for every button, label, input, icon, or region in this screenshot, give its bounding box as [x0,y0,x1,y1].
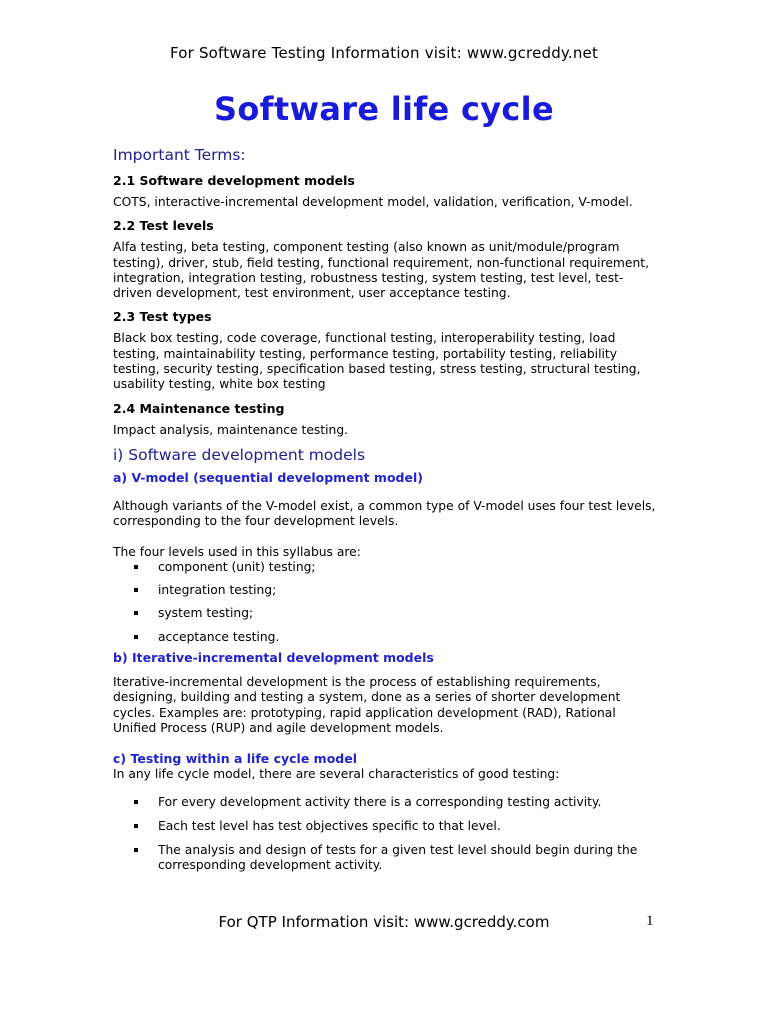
page-content [113,146,661,874]
v-model-heading: a) V-model (sequential development model) [113,469,423,485]
v-model-line-2: corresponding to the four development levels. [113,514,399,529]
list-item [113,843,661,874]
section-2-4-text: Impact analysis, maintenance testing. [113,422,349,437]
list-item-text: acceptance testing. [158,629,280,644]
bullet-icon [134,848,138,852]
bullet-icon [134,635,138,639]
bullet-icon [134,824,138,828]
testing-lifecycle-heading: c) Testing within a life cycle model [113,751,357,767]
list-item [113,560,661,575]
page-title: Software life cycle [214,90,554,128]
v-model-line-1: Although variants of the V-model exist, a common type of V-model uses four test levels, [113,498,656,513]
section-2-3-text: Black box testing, code coverage, functional testing, interoperability testing, load testing, maintainability testing, performance testing, portability testing, reliability testing, security testing, specification based testing, stress testing, structural testing, usability testing, white box testing [113,331,641,392]
section-2-4-heading: 2.4 Maintenance testing [113,400,285,416]
list-item-text: system testing; [158,606,254,621]
page-number: 1 [646,913,654,929]
list-item [113,630,661,645]
list-item [113,819,661,834]
iterative-text: Iterative-incremental development is the process of establishing requirements, designing, building and testing a system, done as a series of shorter development cycles. Examples are: prototyping, rapid application development (RAD), Rational Unified Process (RUP) and agile development models. [113,675,621,735]
v-model-levels-list [113,560,661,645]
page-footer: For QTP Information visit: www.gcreddy.com [218,913,550,931]
iterative-heading: b) Iterative-incremental development models [113,650,434,666]
bullet-icon [134,565,138,569]
list-item-text: component (unit) testing; [158,559,316,574]
section-2-2-heading: 2.2 Test levels [113,218,214,234]
testing-lifecycle-intro: In any life cycle model, there are several characteristics of good testing: [113,767,560,782]
list-item [113,606,661,621]
list-item-text: Each test level has test objectives specific to that level. [158,818,501,833]
bullet-icon [134,611,138,615]
testing-characteristics-list [113,795,661,874]
bullet-icon [134,588,138,592]
list-item-text: The analysis and design of tests for a given test level should begin during the corresponding development activity. [158,843,638,873]
section-2-2-text: Alfa testing, beta testing, component testing (also known as unit/module/program testing), driver, stub, field testing, functional requirement, non-functional requirement, integration, integration testing, robustness testing, system testing, test level, test-driven development, test environment, user acceptance testing. [113,240,649,301]
list-item-text: For every development activity there is a corresponding testing activity. [158,794,602,809]
list-item-text: integration testing; [158,583,277,598]
important-terms-heading: Important Terms: [113,146,246,164]
list-item [113,583,661,598]
software-development-models-heading: i) Software development models [113,445,366,464]
list-item [113,795,661,810]
page-header: For Software Testing Information visit: www.gcreddy.net [169,44,599,62]
v-model-intro: The four levels used in this syllabus are: [113,544,361,559]
section-2-1-text: COTS, interactive-incremental development model, validation, verification, V-model. [113,195,633,209]
section-2-1-heading: 2.1 Software development models [113,173,355,188]
section-2-3-heading: 2.3 Test types [113,309,212,325]
bullet-icon [134,800,138,804]
